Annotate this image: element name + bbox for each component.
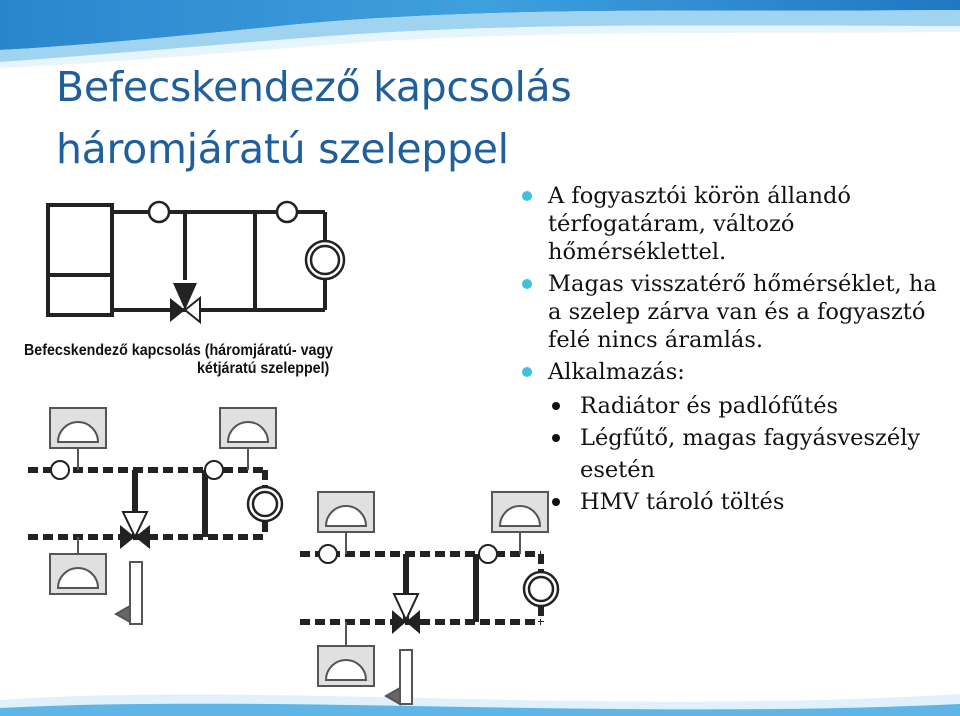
- figure-caption-line-1: Befecskendező kapcsolás (háromjáratú- vagy: [24, 342, 334, 359]
- thermometer-gauge-icon: [318, 492, 548, 686]
- bullet-item: A fogyasztói körön állandó térfogatáram, változó hőmérséklettel.: [520, 182, 950, 266]
- title-line-2: háromjáratú szeleppel: [56, 125, 509, 173]
- title-line-1: Befecskendező kapcsolás: [56, 63, 572, 111]
- thermometer-gauge-icon: [50, 408, 276, 594]
- radiator-icon: [248, 487, 282, 521]
- page-title: [56, 56, 571, 180]
- application-item: HMV tároló töltés: [542, 486, 944, 518]
- circuit-diagram-2: [20, 402, 298, 634]
- bullet-item: [520, 358, 950, 518]
- application-list: [548, 390, 950, 518]
- application-item: Légfűtő, magas fagyásveszély esetén: [542, 422, 944, 486]
- two-way-valve-icon: [392, 594, 420, 634]
- radiator-icon: [524, 572, 558, 606]
- three-way-valve-icon: [120, 512, 150, 549]
- bullet-list: [520, 182, 950, 522]
- bullet-item: Magas visszatérő hőmérséklet, ha a szelep zárva van és a fogyasztó felé nincs áramlás.: [520, 270, 950, 354]
- application-item: Radiátor és padlófűtés: [542, 390, 944, 422]
- thermometer-icon: [386, 650, 412, 704]
- figure-caption-line-2: kétjáratú szeleppel): [196, 360, 330, 377]
- thermometer-icon: [116, 562, 142, 624]
- bullet-label: Alkalmazás:: [548, 359, 685, 385]
- figure-caption: [24, 342, 346, 378]
